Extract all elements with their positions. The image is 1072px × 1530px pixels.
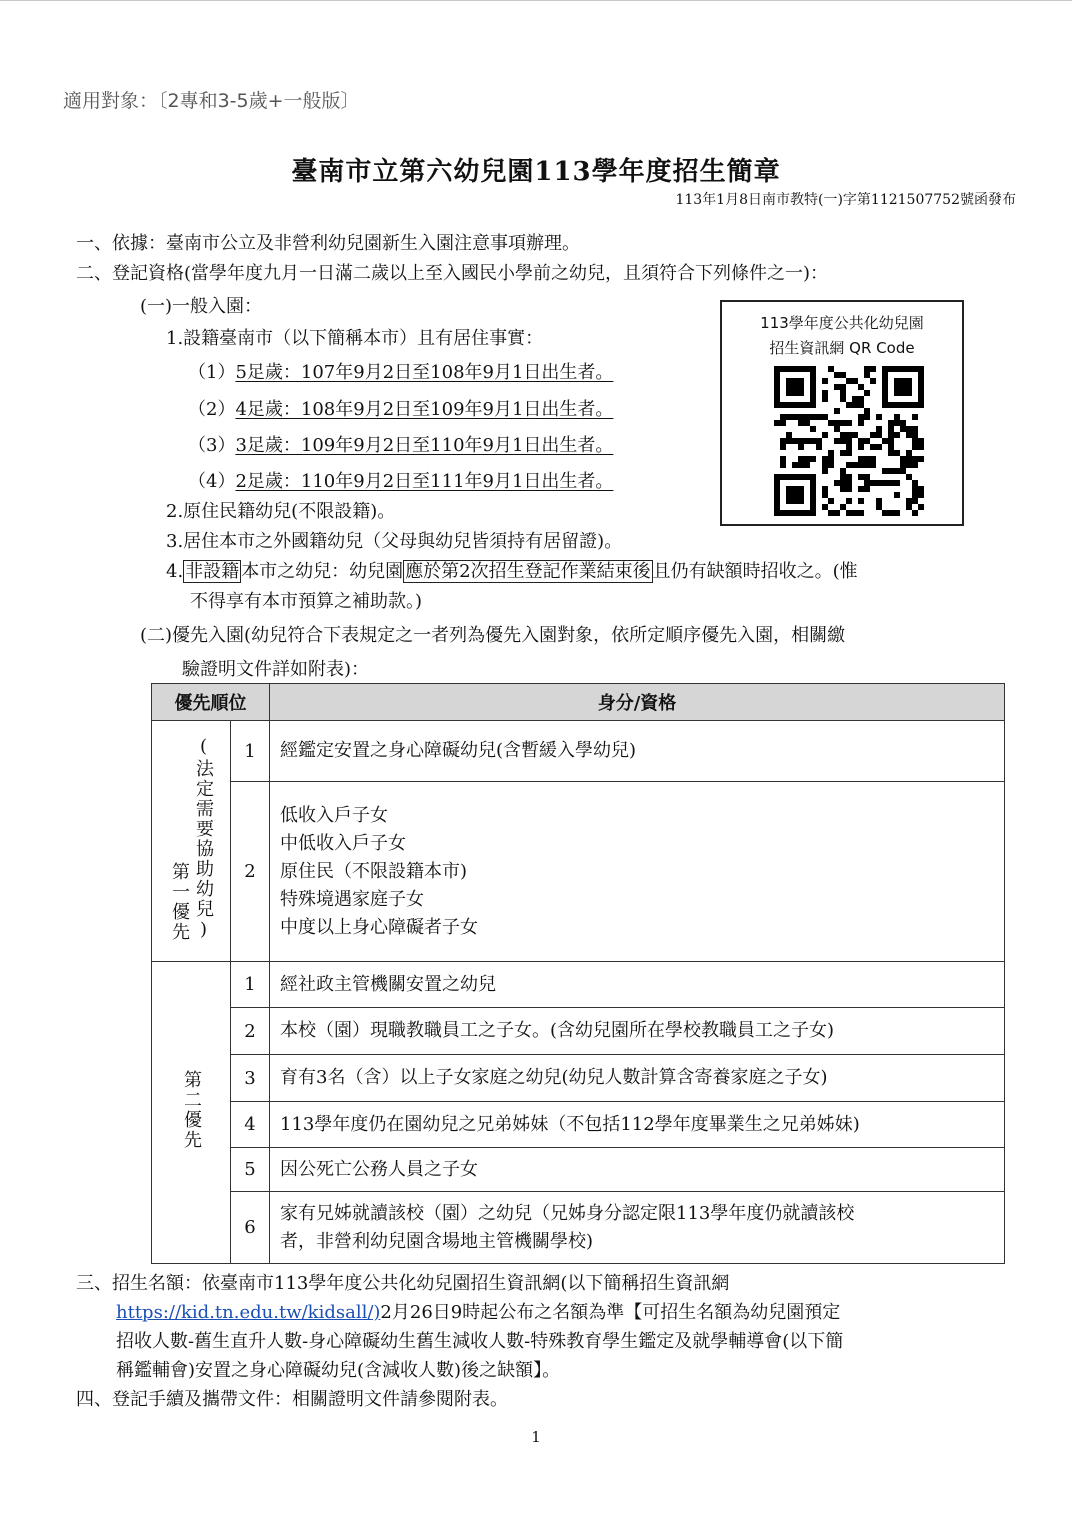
table-row — [152, 1192, 1005, 1264]
table-row — [152, 1008, 1005, 1055]
section-1: 一、依據：臺南市公立及非營利幼兒園新生入園注意事項辦理。 — [76, 233, 580, 254]
row-description: 本校（園）現職教職員工之子女。(含幼兒園所在學校教職員工之子女) — [270, 1008, 1005, 1055]
group-first-sub: (法定需要協助幼兒) — [193, 735, 214, 942]
section-2-1-2: 2.原住民籍幼兒(不限設籍)。 — [166, 501, 396, 522]
table-row — [152, 782, 1005, 962]
row-description: 經社政主管機關安置之幼兒 — [270, 962, 1005, 1008]
row-number: 1 — [231, 962, 270, 1008]
qr-title-line2: 招生資訊網 QR Code — [769, 339, 915, 357]
age-item: （3）3足歲：109年9月2日至110年9月1日出生者。 — [188, 435, 614, 456]
group-second-label: 第二優先 — [181, 1070, 202, 1150]
row-description: 低收入戶子女 中低收入戶子女 原住民（不限設籍本市) 特殊境遇家庭子女 中度以上身心障礙者子女 — [270, 782, 1005, 962]
group-second-priority — [152, 962, 231, 1264]
top-border — [0, 0, 1072, 1]
age-item: （4）2足歲：110年9月2日至111年9月1日出生者。 — [188, 471, 614, 492]
row-number: 5 — [231, 1148, 270, 1192]
section-2-1-4: 4. 非設籍 本市之幼兒：幼兒園 應於第2次招生登記作業結束後 且仍有缺額時招收之。(惟 — [166, 561, 858, 582]
row-number: 6 — [231, 1192, 270, 1264]
table-header-priority: 優先順位 — [152, 684, 270, 721]
page-number: 1 — [531, 1428, 541, 1446]
table-header-qualification: 身分/資格 — [270, 684, 1005, 721]
row-number: 3 — [231, 1055, 270, 1102]
row-description: 113學年度仍在園幼兒之兄弟姊妹（不包括112學年度畢業生之兄弟姊妹) — [270, 1102, 1005, 1148]
row-number: 2 — [231, 782, 270, 962]
priority-table — [151, 683, 1005, 1264]
section-3-line2: https://kid.tn.edu.tw/kidsall/)2月26日9時起公布之名額為準【可招生名額為幼兒園預定 — [116, 1302, 841, 1323]
issue-note: 113年1月8日南市教特(一)字第1121507752號函發布 — [675, 192, 1016, 208]
table-row — [152, 1148, 1005, 1192]
section-3-line3: 招收人數-舊生直升人數-身心障礙幼生舊生減收人數-特殊教育學生鑑定及就學輔導會(以下簡 — [116, 1331, 844, 1352]
age-item: （1）5足歲：107年9月2日至108年9月1日出生者。 — [188, 362, 614, 383]
section-2-2: (二)優先入園(幼兒符合下表規定之一者列為優先入園對象，依所定順序優先入園，相關繳 — [140, 625, 846, 646]
qr-code-icon[interactable] — [774, 366, 924, 516]
table-row — [152, 962, 1005, 1008]
row-number: 2 — [231, 1008, 270, 1055]
enrollment-link[interactable]: https://kid.tn.edu.tw/kidsall/) — [116, 1302, 381, 1323]
age-item: （2）4足歲：108年9月2日至109年9月1日出生者。 — [188, 399, 614, 420]
target-audience: 適用對象：〔2專和3-5歲+一般版〕 — [63, 90, 360, 112]
section-2-1-3: 3.居住本市之外國籍幼兒（父母與幼兒皆須持有居留證)。 — [166, 531, 623, 552]
qr-code-box — [720, 300, 964, 526]
section-2-1-4-line2: 不得享有本市預算之補助款。) — [190, 591, 423, 612]
section-3: 三、招生名額：依臺南市113學年度公共化幼兒園招生資訊網(以下簡稱招生資訊網 — [76, 1273, 730, 1294]
section-2-1: (一)一般入園： — [140, 296, 263, 317]
section-2-2-line2: 驗證明文件詳如附表)： — [182, 659, 370, 680]
qr-title-line1: 113學年度公共化幼兒園 — [760, 314, 924, 332]
group-first-priority — [152, 721, 231, 962]
section-3-line4: 稱鑑輔會)安置之身心障礙幼兒(含減收人數)後之缺額】。 — [116, 1360, 561, 1381]
section-2: 二、登記資格(當學年度九月一日滿二歲以上至入國民小學前之幼兒，且須符合下列條件之一)： — [76, 263, 829, 284]
page-title: 臺南市立第六幼兒園113學年度招生簡章 — [291, 157, 781, 187]
group-first-label: 第一優先 — [169, 861, 190, 942]
row-description: 育有3名（含）以上子女家庭之幼兒(幼兒人數計算含寄養家庭之子女) — [270, 1055, 1005, 1102]
row-description: 家有兄姊就讀該校（園）之幼兒（兄姊身分認定限113學年度仍就讀該校 者，非營利幼兒園含場地主管機關學校) — [270, 1192, 1005, 1264]
section-4: 四、登記手續及攜帶文件：相關證明文件請參閱附表。 — [76, 1389, 508, 1410]
row-description: 經鑑定安置之身心障礙幼兒(含暫緩入學幼兒) — [270, 721, 1005, 782]
row-number: 1 — [231, 721, 270, 782]
row-description: 因公死亡公務人員之子女 — [270, 1148, 1005, 1192]
row-number: 4 — [231, 1102, 270, 1148]
table-row — [152, 1102, 1005, 1148]
section-2-1-1: 1.設籍臺南市（以下簡稱本市）且有居住事實： — [166, 328, 544, 349]
table-row — [152, 721, 1005, 782]
table-row — [152, 1055, 1005, 1102]
